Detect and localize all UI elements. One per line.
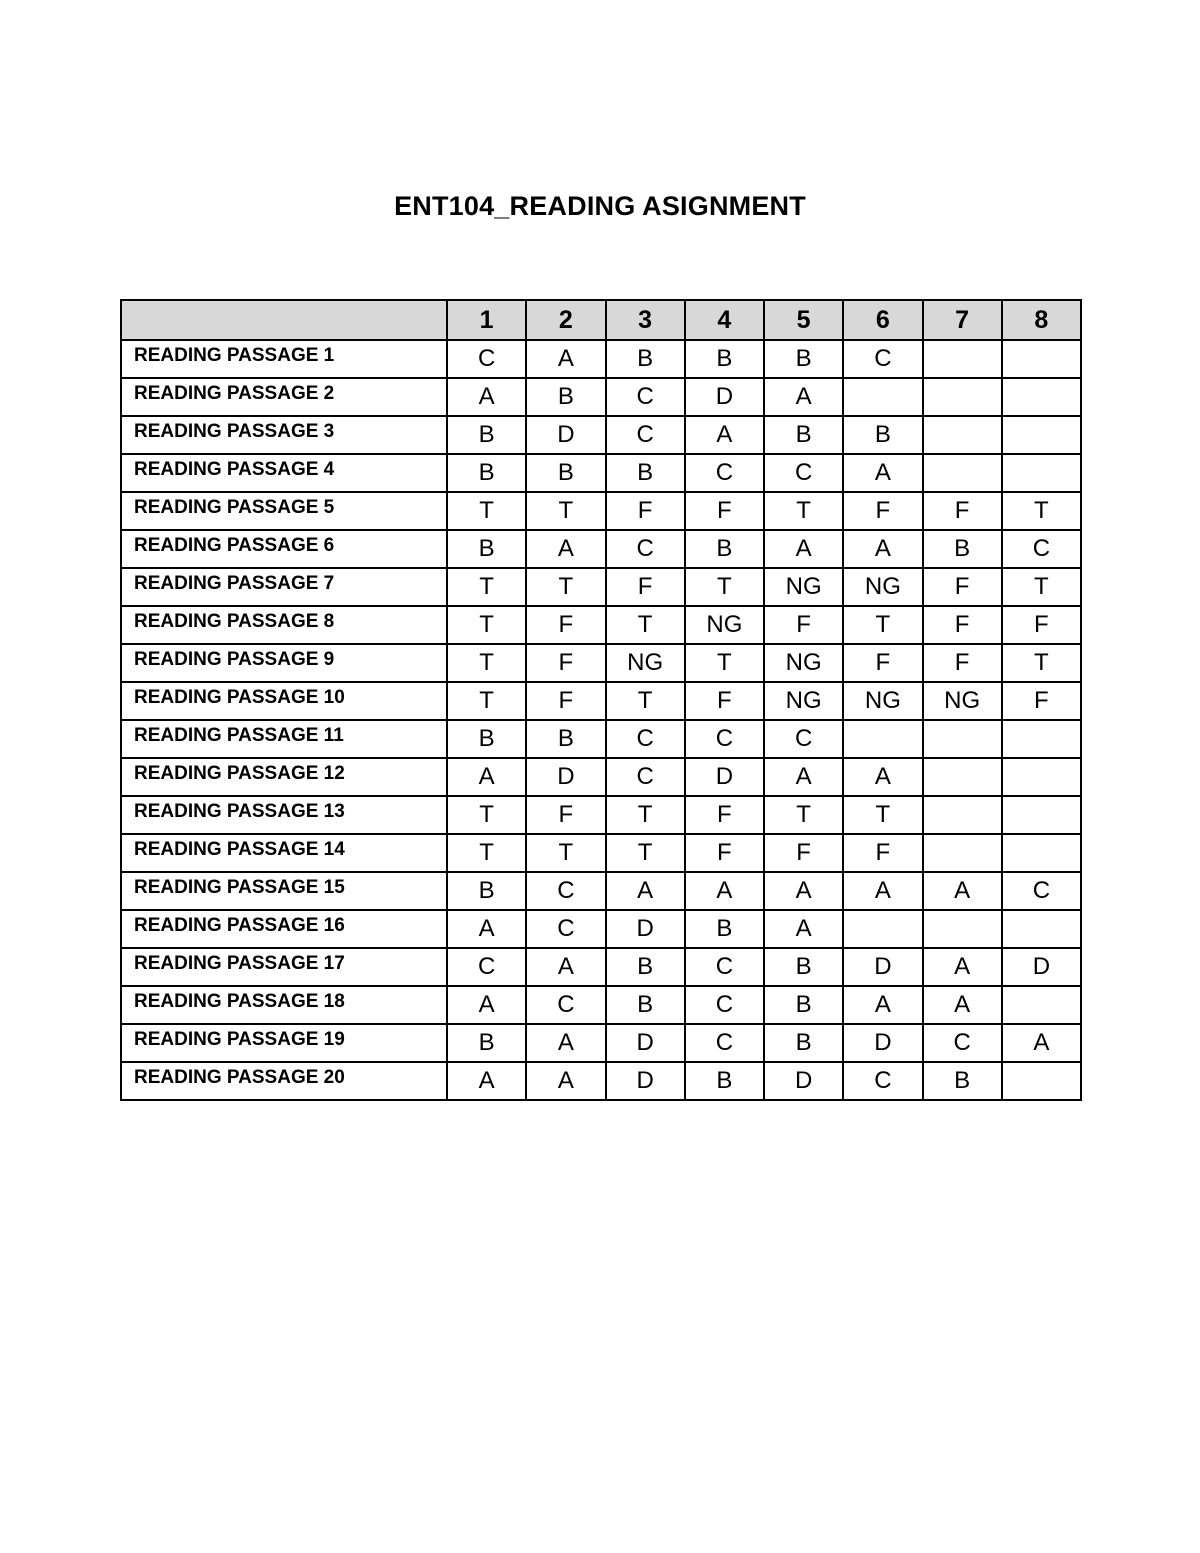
- answer-cell: [843, 910, 922, 948]
- answer-cell: T: [606, 606, 685, 644]
- answer-cell: [1002, 720, 1081, 758]
- answer-cell: C: [606, 416, 685, 454]
- row-label: READING PASSAGE 20: [121, 1062, 447, 1100]
- table-row: [121, 986, 1081, 1024]
- table-row: [121, 872, 1081, 910]
- table-row: [121, 530, 1081, 568]
- answer-cell: B: [764, 340, 843, 378]
- answer-cell: C: [923, 1024, 1002, 1062]
- answer-cell: [923, 796, 1002, 834]
- answer-cell: A: [843, 986, 922, 1024]
- answer-cell: C: [764, 720, 843, 758]
- row-label: READING PASSAGE 7: [121, 568, 447, 606]
- answer-cell: T: [526, 568, 605, 606]
- answer-cell: [843, 720, 922, 758]
- answer-cell: NG: [764, 682, 843, 720]
- table-row: [121, 796, 1081, 834]
- answer-cell: [1002, 796, 1081, 834]
- answer-cell: A: [764, 378, 843, 416]
- answer-cell: B: [447, 720, 526, 758]
- answer-key-table: [120, 299, 1082, 1101]
- answer-cell: B: [764, 986, 843, 1024]
- answer-cell: F: [685, 796, 764, 834]
- answer-cell: C: [1002, 872, 1081, 910]
- row-label: READING PASSAGE 4: [121, 454, 447, 492]
- row-label: READING PASSAGE 10: [121, 682, 447, 720]
- row-label: READING PASSAGE 11: [121, 720, 447, 758]
- answer-cell: NG: [923, 682, 1002, 720]
- answer-cell: C: [1002, 530, 1081, 568]
- answer-cell: D: [606, 910, 685, 948]
- answer-cell: B: [447, 454, 526, 492]
- answer-cell: [1002, 378, 1081, 416]
- answer-cell: A: [606, 872, 685, 910]
- answer-cell: C: [447, 340, 526, 378]
- column-header: 1: [447, 300, 526, 340]
- table-row: [121, 454, 1081, 492]
- answer-cell: T: [447, 796, 526, 834]
- answer-cell: F: [843, 492, 922, 530]
- answer-cell: B: [526, 454, 605, 492]
- row-label: READING PASSAGE 17: [121, 948, 447, 986]
- table-row: [121, 910, 1081, 948]
- answer-cell: A: [685, 416, 764, 454]
- answer-cell: T: [1002, 644, 1081, 682]
- answer-cell: F: [764, 834, 843, 872]
- answer-cell: A: [447, 378, 526, 416]
- answer-cell: B: [606, 986, 685, 1024]
- answer-cell: D: [843, 948, 922, 986]
- answer-cell: T: [606, 682, 685, 720]
- column-header: 6: [843, 300, 922, 340]
- table-row: [121, 1024, 1081, 1062]
- answer-cell: D: [843, 1024, 922, 1062]
- answer-cell: F: [526, 644, 605, 682]
- table-body: [121, 340, 1081, 1100]
- answer-cell: F: [923, 492, 1002, 530]
- answer-cell: D: [606, 1062, 685, 1100]
- table-row: [121, 644, 1081, 682]
- answer-cell: D: [685, 758, 764, 796]
- answer-cell: T: [447, 492, 526, 530]
- row-label: READING PASSAGE 1: [121, 340, 447, 378]
- column-header: 8: [1002, 300, 1081, 340]
- answer-cell: C: [526, 872, 605, 910]
- answer-cell: C: [764, 454, 843, 492]
- answer-cell: [923, 834, 1002, 872]
- answer-cell: B: [685, 340, 764, 378]
- answer-cell: A: [764, 530, 843, 568]
- answer-cell: [1002, 910, 1081, 948]
- answer-cell: A: [923, 986, 1002, 1024]
- table-row: [121, 492, 1081, 530]
- answer-cell: [923, 416, 1002, 454]
- answer-cell: T: [1002, 492, 1081, 530]
- answer-cell: A: [764, 872, 843, 910]
- answer-cell: T: [685, 568, 764, 606]
- answer-cell: D: [685, 378, 764, 416]
- row-label: READING PASSAGE 3: [121, 416, 447, 454]
- answer-cell: [1002, 416, 1081, 454]
- answer-cell: C: [685, 1024, 764, 1062]
- answer-cell: B: [606, 948, 685, 986]
- answer-cell: B: [764, 416, 843, 454]
- answer-cell: A: [764, 910, 843, 948]
- answer-cell: [1002, 454, 1081, 492]
- column-header: 5: [764, 300, 843, 340]
- table-row: [121, 568, 1081, 606]
- table-row: [121, 340, 1081, 378]
- answer-cell: F: [685, 492, 764, 530]
- answer-cell: F: [606, 568, 685, 606]
- table-row: [121, 378, 1081, 416]
- answer-cell: B: [764, 1024, 843, 1062]
- row-label: READING PASSAGE 18: [121, 986, 447, 1024]
- answer-cell: B: [447, 530, 526, 568]
- column-header: 2: [526, 300, 605, 340]
- answer-cell: NG: [843, 568, 922, 606]
- answer-cell: T: [843, 606, 922, 644]
- answer-cell: B: [685, 910, 764, 948]
- answer-cell: F: [526, 796, 605, 834]
- row-label: READING PASSAGE 6: [121, 530, 447, 568]
- answer-cell: F: [923, 644, 1002, 682]
- answer-cell: C: [606, 758, 685, 796]
- table-row: [121, 606, 1081, 644]
- answer-cell: C: [606, 378, 685, 416]
- answer-cell: [923, 454, 1002, 492]
- answer-cell: F: [526, 682, 605, 720]
- answer-cell: A: [447, 1062, 526, 1100]
- answer-cell: T: [447, 606, 526, 644]
- answer-cell: F: [685, 834, 764, 872]
- row-label: READING PASSAGE 8: [121, 606, 447, 644]
- answer-cell: B: [764, 948, 843, 986]
- answer-cell: [923, 340, 1002, 378]
- answer-cell: B: [923, 530, 1002, 568]
- answer-cell: B: [447, 872, 526, 910]
- table-row: [121, 834, 1081, 872]
- answer-cell: C: [526, 986, 605, 1024]
- answer-cell: T: [526, 492, 605, 530]
- answer-cell: B: [685, 530, 764, 568]
- answer-cell: B: [447, 416, 526, 454]
- answer-cell: F: [923, 568, 1002, 606]
- answer-cell: F: [843, 834, 922, 872]
- row-label: READING PASSAGE 12: [121, 758, 447, 796]
- answer-cell: A: [526, 948, 605, 986]
- answer-cell: A: [526, 530, 605, 568]
- answer-cell: C: [447, 948, 526, 986]
- answer-cell: NG: [843, 682, 922, 720]
- row-label: READING PASSAGE 13: [121, 796, 447, 834]
- row-label: READING PASSAGE 19: [121, 1024, 447, 1062]
- answer-cell: F: [606, 492, 685, 530]
- answer-cell: [923, 378, 1002, 416]
- answer-cell: T: [447, 682, 526, 720]
- answer-cell: NG: [764, 644, 843, 682]
- answer-cell: [923, 758, 1002, 796]
- answer-cell: [923, 720, 1002, 758]
- answer-cell: NG: [685, 606, 764, 644]
- answer-cell: A: [1002, 1024, 1081, 1062]
- answer-cell: [843, 378, 922, 416]
- answer-cell: [1002, 986, 1081, 1024]
- table-row: [121, 682, 1081, 720]
- row-label: READING PASSAGE 16: [121, 910, 447, 948]
- answer-cell: A: [447, 758, 526, 796]
- corner-header-cell: [121, 300, 447, 340]
- answer-cell: A: [843, 758, 922, 796]
- answer-cell: [923, 910, 1002, 948]
- column-header: 4: [685, 300, 764, 340]
- answer-cell: A: [447, 986, 526, 1024]
- answer-cell: T: [447, 834, 526, 872]
- column-header: 7: [923, 300, 1002, 340]
- answer-cell: B: [923, 1062, 1002, 1100]
- answer-cell: D: [606, 1024, 685, 1062]
- answer-cell: T: [526, 834, 605, 872]
- answer-cell: B: [526, 378, 605, 416]
- answer-cell: C: [685, 454, 764, 492]
- answer-cell: B: [526, 720, 605, 758]
- answer-cell: D: [764, 1062, 843, 1100]
- answer-cell: A: [447, 910, 526, 948]
- answer-cell: T: [606, 796, 685, 834]
- answer-cell: A: [843, 872, 922, 910]
- answer-cell: C: [606, 530, 685, 568]
- table-row: [121, 720, 1081, 758]
- answer-cell: NG: [606, 644, 685, 682]
- answer-cell: T: [764, 492, 843, 530]
- answer-cell: F: [1002, 606, 1081, 644]
- answer-cell: F: [923, 606, 1002, 644]
- row-label: READING PASSAGE 15: [121, 872, 447, 910]
- answer-cell: A: [526, 1062, 605, 1100]
- answer-cell: A: [923, 872, 1002, 910]
- answer-cell: A: [843, 530, 922, 568]
- answer-cell: T: [447, 568, 526, 606]
- answer-cell: B: [685, 1062, 764, 1100]
- answer-cell: C: [685, 986, 764, 1024]
- answer-cell: D: [526, 758, 605, 796]
- answer-cell: C: [526, 910, 605, 948]
- answer-cell: B: [843, 416, 922, 454]
- row-label: READING PASSAGE 2: [121, 378, 447, 416]
- answer-cell: A: [843, 454, 922, 492]
- answer-cell: F: [764, 606, 843, 644]
- answer-cell: C: [843, 340, 922, 378]
- answer-cell: NG: [764, 568, 843, 606]
- answer-cell: [1002, 834, 1081, 872]
- answer-cell: [1002, 758, 1081, 796]
- answer-cell: T: [606, 834, 685, 872]
- answer-cell: A: [526, 1024, 605, 1062]
- answer-cell: A: [923, 948, 1002, 986]
- answer-cell: F: [1002, 682, 1081, 720]
- table-row: [121, 416, 1081, 454]
- answer-cell: T: [1002, 568, 1081, 606]
- row-label: READING PASSAGE 14: [121, 834, 447, 872]
- answer-cell: [1002, 340, 1081, 378]
- answer-cell: C: [685, 948, 764, 986]
- answer-cell: [1002, 1062, 1081, 1100]
- answer-cell: T: [764, 796, 843, 834]
- answer-cell: A: [685, 872, 764, 910]
- table-row: [121, 1062, 1081, 1100]
- answer-cell: B: [606, 340, 685, 378]
- table-row: [121, 948, 1081, 986]
- answer-cell: F: [685, 682, 764, 720]
- table-row: [121, 758, 1081, 796]
- answer-cell: C: [606, 720, 685, 758]
- answer-cell: C: [685, 720, 764, 758]
- answer-cell: D: [1002, 948, 1081, 986]
- answer-cell: A: [526, 340, 605, 378]
- answer-cell: C: [843, 1062, 922, 1100]
- answer-cell: F: [843, 644, 922, 682]
- answer-cell: T: [843, 796, 922, 834]
- row-label: READING PASSAGE 9: [121, 644, 447, 682]
- answer-cell: B: [447, 1024, 526, 1062]
- column-header: 3: [606, 300, 685, 340]
- answer-cell: A: [764, 758, 843, 796]
- answer-cell: F: [526, 606, 605, 644]
- answer-cell: D: [526, 416, 605, 454]
- answer-cell: B: [606, 454, 685, 492]
- answer-cell: T: [685, 644, 764, 682]
- page-title: ENT104_READING ASIGNMENT: [394, 191, 806, 221]
- header-row: [121, 300, 1081, 340]
- row-label: READING PASSAGE 5: [121, 492, 447, 530]
- answer-cell: T: [447, 644, 526, 682]
